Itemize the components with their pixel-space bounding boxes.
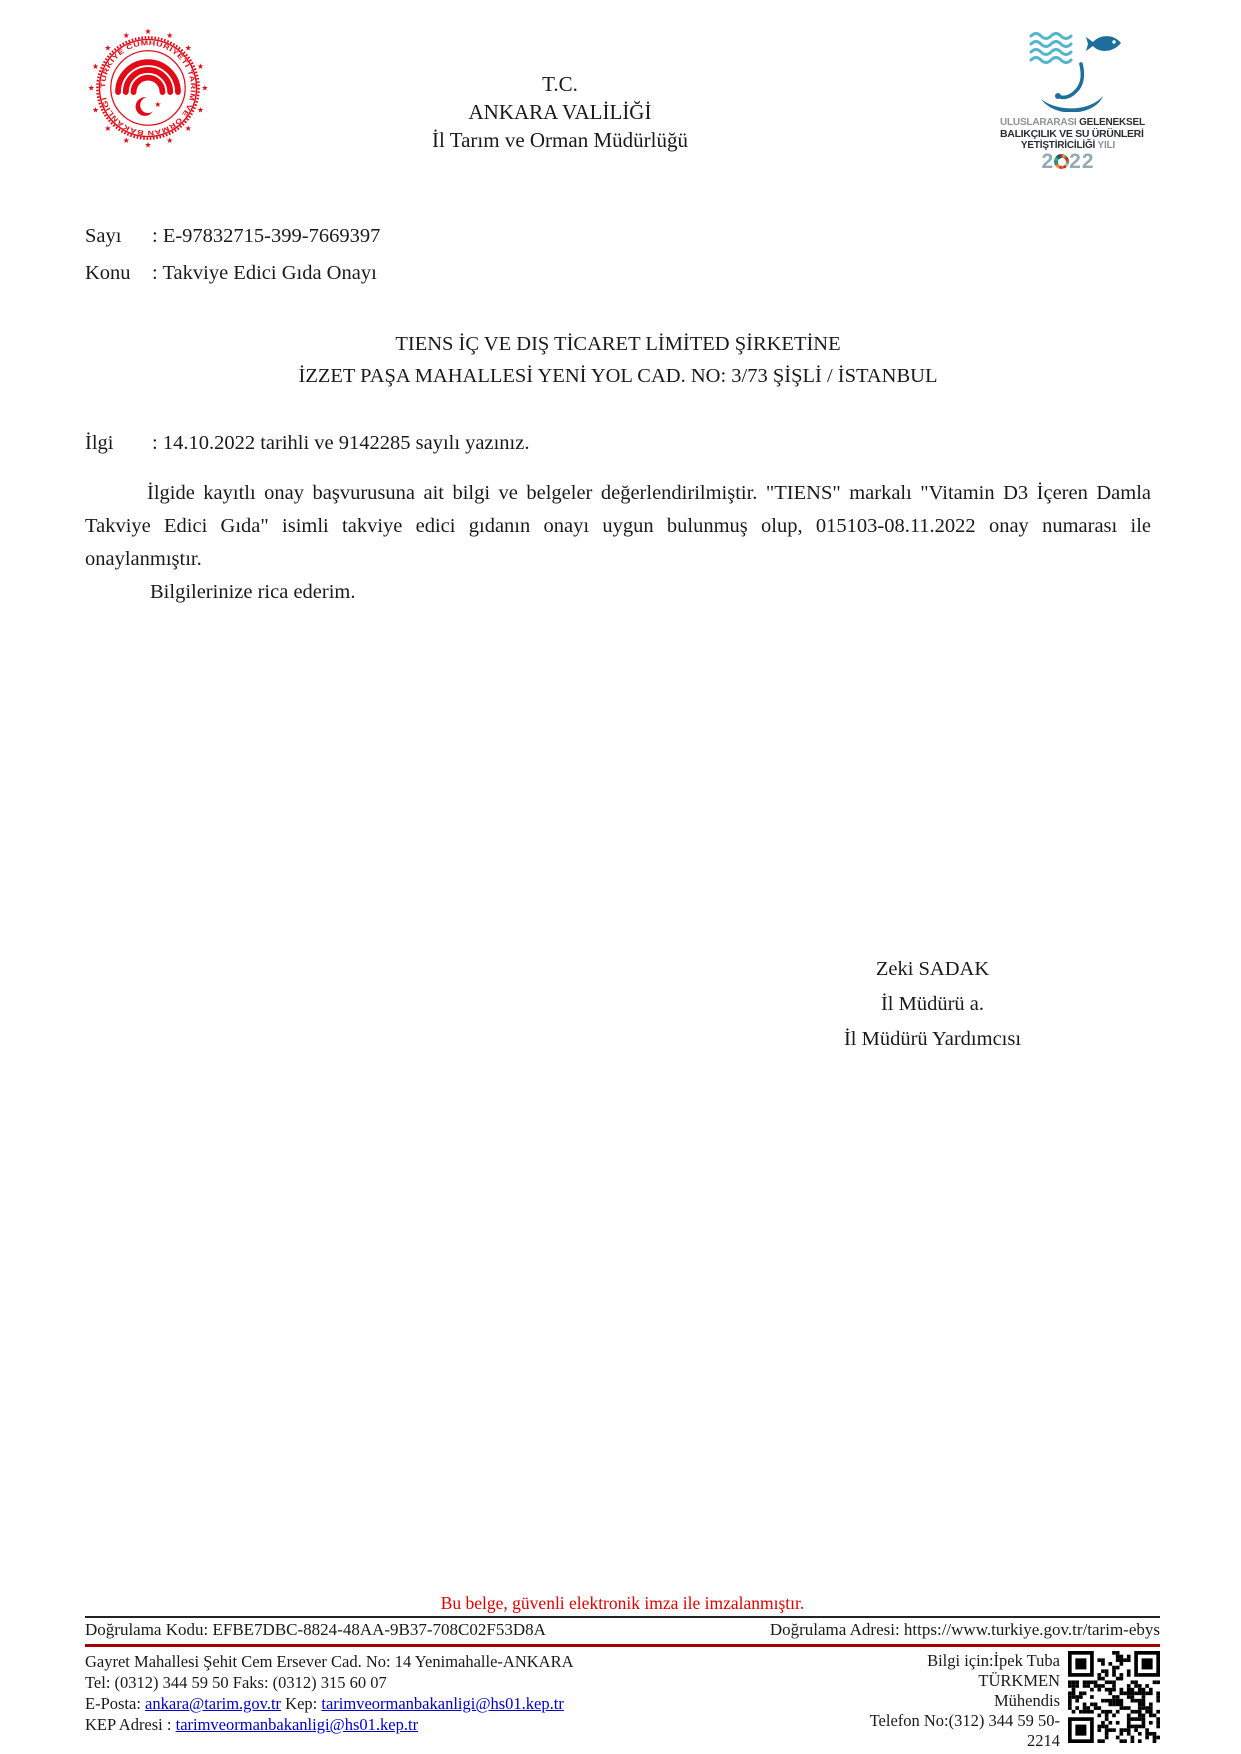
boat-icon <box>1041 96 1103 112</box>
konu-value: : Takviye Edici Gıda Onayı <box>152 262 377 284</box>
svg-text:★: ★ <box>92 105 99 115</box>
fisheries-logo-icon <box>1003 26 1133 112</box>
svg-text:★: ★ <box>104 123 112 133</box>
svg-text:★: ★ <box>154 100 162 110</box>
footer <box>85 1592 1160 1751</box>
office-address: Gayret Mahallesi Şehit Cem Ersever Cad. No: 14 Yenimahalle-ANKARA <box>85 1652 574 1671</box>
reference-row <box>85 432 529 455</box>
sayi-row <box>85 225 380 248</box>
contact-line: Telefon No:(312) 344 59 50- <box>869 1711 1060 1730</box>
logo-year: 2 22 <box>1041 150 1095 173</box>
konu-label: Konu <box>85 262 131 284</box>
signer-title-2: İl Müdürü Yardımcısı <box>843 1028 1022 1050</box>
kep-address-label: KEP Adresi : <box>85 1715 176 1734</box>
fishing-rod-icon <box>1058 64 1082 97</box>
verification-address: Doğrulama Adresi: https://www.turkiye.gov.tr/tarim-ebys <box>769 1620 1160 1639</box>
letterhead-office: ANKARA VALİLİĞİ <box>468 100 652 124</box>
signer-title-1: İl Müdürü a. <box>880 993 985 1015</box>
kep-link[interactable]: tarimveormanbakanligi@hs01.kep.tr <box>321 1694 564 1713</box>
letterhead <box>145 70 975 154</box>
signer-name: Zeki SADAK <box>875 958 990 980</box>
contact-line: 2214 <box>1027 1731 1060 1750</box>
svg-text:★: ★ <box>122 31 130 41</box>
svg-text:★: ★ <box>166 136 174 146</box>
signature-block <box>705 952 1160 1057</box>
sdg-wheel-icon <box>1054 154 1069 169</box>
qr-code <box>1068 1651 1160 1743</box>
contact-line: Bilgi için:İpek Tuba <box>927 1651 1060 1670</box>
svg-text:★: ★ <box>197 105 204 115</box>
verification-code: Doğrulama Kodu: EFBE7DBC-8824-48AA-9B37-708C02F53D8A <box>85 1620 546 1639</box>
recipient-address: İZZET PAŞA MAHALLESİ YENİ YOL CAD. NO: 3/73 ŞİŞLİ / İSTANBUL <box>298 365 938 387</box>
svg-text:★: ★ <box>184 43 192 53</box>
letter-body <box>85 477 1151 609</box>
office-contact-block <box>85 1651 845 1751</box>
contact-line: TÜRKMEN <box>978 1671 1060 1690</box>
kep-address-line <box>85 1714 845 1735</box>
svg-text:★: ★ <box>92 61 99 71</box>
reference-value: : 14.10.2022 tarihli ve 9142285 sayılı yazınız. <box>152 432 530 454</box>
info-contact-block <box>845 1651 1068 1751</box>
office-phone-fax: Tel: (0312) 344 59 50 Faks: (0312) 315 60 07 <box>85 1673 387 1692</box>
closing-line: Bilgilerinize rica ederim. <box>150 581 356 603</box>
fisheries-year-logo <box>1000 26 1145 173</box>
logo-line1: ULUSLARARASI GELENEKSEL <box>1000 117 1145 128</box>
contact-line: Mühendis <box>994 1691 1060 1710</box>
sayi-value: : E-97832715-399-7669397 <box>152 225 381 247</box>
email-link[interactable]: ankara@tarim.gov.tr <box>145 1694 282 1713</box>
recipient-block <box>85 328 1151 392</box>
email-label: E-Posta: <box>85 1694 146 1713</box>
svg-text:★: ★ <box>144 140 152 150</box>
svg-text:★: ★ <box>122 136 130 146</box>
logo-line3: YETİŞTİRİCİLİĞİ YILI <box>1020 140 1116 151</box>
body-paragraph: İlgide kayıtlı onay başvurusuna ait bilgi ve belgeler değerlendirilmiştir. "TIENS" markalı "Vitamin D3 İçeren Damla Takviye Edici Gıda" isimli takviye edici gıdanın onayı uygun bulunmuş olup, 015103-08.11.2022 onay numarası ile onaylanmıştır. <box>85 482 1151 570</box>
svg-text:★: ★ <box>184 123 192 133</box>
svg-text:★: ★ <box>87 83 95 93</box>
konu-row <box>85 262 380 285</box>
kep-label: Kep: <box>281 1694 322 1713</box>
esign-notice: Bu belge, güvenli elektronik imza ile imzalanmıştır. <box>440 1593 805 1613</box>
recipient-name: TIENS İÇ VE DIŞ TİCARET LİMİTED ŞİRKETİNE <box>395 333 841 355</box>
verification-row <box>85 1616 1160 1647</box>
svg-text:★: ★ <box>104 43 112 53</box>
svg-text:★: ★ <box>201 83 209 93</box>
fish-icon <box>1086 36 1121 51</box>
document-meta <box>85 225 380 299</box>
svg-text:★: ★ <box>197 61 204 71</box>
logo-line2: BALIKÇILIK VE SU ÜRÜNLERİ <box>1000 128 1144 140</box>
seal-circular-text: TÜRKİYE CUMHURİYETİ TARIM VE ORMAN BAKANLIĞI <box>100 40 196 136</box>
letterhead-department: İl Tarım ve Orman Müdürlüğü <box>432 128 688 152</box>
letterhead-tc: T.C. <box>542 72 578 96</box>
office-email-line <box>85 1693 845 1714</box>
sayi-label: Sayı <box>85 225 122 247</box>
svg-text:★: ★ <box>144 26 152 36</box>
reference-label: İlgi <box>85 432 114 454</box>
kep-address-link[interactable]: tarimveormanbakanligi@hs01.kep.tr <box>175 1715 419 1734</box>
svg-text:★: ★ <box>166 31 174 41</box>
